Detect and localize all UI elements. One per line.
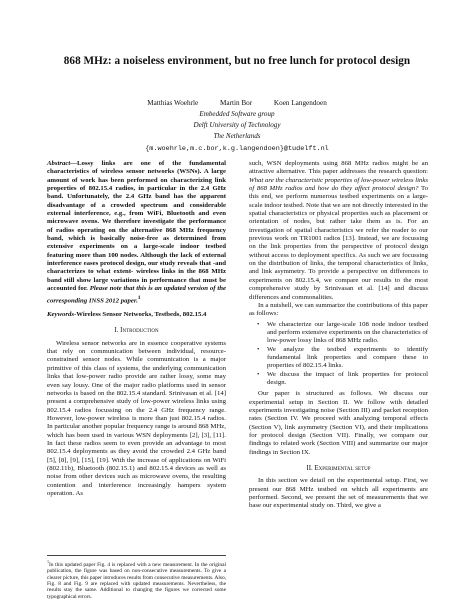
right-column — [249, 160, 428, 511]
abstract-label: Abstract — [47, 160, 71, 167]
footnote-text: In this updated paper Fig. 4 is replaced with a new measurement. In the original publication, the figure was based on non-consecutive measurements. To give a clearer picture, this paper introduces results from consecutive measurements. Also, Fig. 8 and Fig. 9 are replaced with updated measurements. Nevertheless, the results stay the same. Additional to changing the figures we corrected some typographical errors. — [47, 561, 226, 600]
affiliation-university: Delft University of Technology — [193, 121, 281, 129]
section-heading-introduction: I. Introduction — [114, 327, 159, 335]
author-list — [0, 99, 474, 107]
contribution-item: • We discuss the impact of link properties for protocol design. — [261, 371, 428, 388]
contribution-item: • We analyze the testbed experiments to identify fundamental link properties and compare these to properties of 802.15.4 links. — [261, 346, 428, 371]
contributions-intro: In a nutshell, we can summarize the contributions of this paper as follows: — [249, 301, 428, 318]
author-name: Matthias Woehrle — [147, 99, 199, 107]
abstract: Abstract—Lossy links are one of the fundamental characteristics of wireless sensor networks (WSNs). A large amount of work has been performed on characterizing link properties of 802.15.4 radios, in particular in the 2.4 GHz band. Unfortunately, the 2.4 GHz band has the apparent disadvantage of a crowded spectrum and considerable external interference, e.g., from WiFi, Bluetooth and even microwave ovens. We therefore investigate the performance of radios operating on the alternative 868 MHz frequency band, which is basically noise-free as determined from extensive experiments on a large-scale indoor testbed featuring more than 100 nodes. Although the lack of external interference eases protocol design, our study reveals that -and characterizes to what extent- wireless links in the 868 MHz band still show large variations in performance that must be accounted for. Please note that this is an updated version of the corresponding INSS 2012 paper.$^1$ — [47, 160, 226, 304]
paragraph-text: such, WSN deployments using 868 MHz radios might be an attractive alternative. This paper addresses the research question: — [249, 160, 428, 176]
affiliation-country: The Netherlands — [213, 132, 261, 140]
affiliation-group: Embedded Software group — [199, 110, 275, 118]
structure-paragraph: Our paper is structured as follows. We discuss our experimental setup in Section II. We follow with detailed experiments investigating noise (Section III) and packet reception rates (Section IV. We proceed with analyzing temporal effects (Section V), link asymmetry (Section VI), and their implications for protocol design (Section VII). Finally, we compare our findings to related work (Section VIII) and summarize our major findings in Section IX. — [249, 390, 428, 456]
abstract-update-note: Please note that this is an updated version of the corresponding INSS 2012 paper. — [47, 285, 226, 304]
setup-paragraph: In this section we detail on the experimental setup. First, we present our 868 MHz testbed on which all experiments are performed. Second, we present the set of measurements that we base our experimental study on. Third, we give a — [249, 477, 428, 510]
footnote: $^1$In this updated paper Fig. 4 is replaced with a new measurement. In the original publication, the figure was based on non-consecutive measurements. To give a clearer picture, this paper introduces results from consecutive measurements. Also, Fig. 8 and Fig. 9 are replaced with updated measurements. Nevertheless, the results stay the same. Additional to changing the figures we corrected some typographical errors. — [47, 555, 226, 600]
contribution-item: • We characterize our large-scale 108 node indoor testbed and perform extensive experiments on the characteristics of low-power lossy links of 868 MHz radio. — [261, 321, 428, 346]
section-heading-experimental-setup: II. Experimental setup — [306, 465, 371, 473]
author-name: Koen Langendoen — [273, 99, 327, 107]
paragraph-text: To this end, we perform numerous testbed experiments on a large-scale indoor testbed. Note that we are not directly interested in the spatial characteristics or physical properties such as placement or orientation of nodes, but rather take them as is. For an investigation of spatial characteristics we refer the reader to our previous work on TR1001 radios [13]. Instead, we are focussing on the link properties from the perspective of protocol design without access to deployment specifics. As such we are focussing on the distribution of links, the temporal characteristics of links, and link asymmetry. To provide a perspective on differences to experiments on 802.15.4, we compare our results to the most comprehensive study by Srinivasan et al. [14] and discuss differences and commonalities. — [249, 185, 428, 301]
keywords-label: Keywords — [47, 311, 74, 319]
left-column — [47, 160, 226, 498]
author-emails: {m.woehrle,m.c.bor,k.g.langendoen}@tudelft.nl — [145, 145, 329, 153]
keywords — [47, 311, 226, 319]
research-question-paragraph — [249, 160, 428, 302]
paper-title: 868 MHz: a noiseless environment, but no free lunch for protocol design — [63, 55, 411, 67]
abstract-text: —Lossy links are one of the fundamental characteristics of wireless sensor networks (WSNs). A large amount of work has been performed on characterizing link properties of 802.15.4 radios, in particular in the 2.4 GHz band. Unfortunately, the 2.4 GHz band has the apparent disadvantage of a crowded spectrum and considerable external interference, e.g., from WiFi, Bluetooth and even microwave ovens. We therefore investigate the performance of radios operating on the alternative 868 MHz frequency band, which is basically noise-free as determined from extensive experiments on a large-scale indoor testbed featuring more than 100 nodes. Although the lack of external interference eases protocol design, our study reveals that -and characterizes to what extent- wireless links in the 868 MHz band still show large variations in performance that must be accounted for. — [47, 160, 226, 293]
author-name: Martin Bor — [219, 99, 253, 107]
contribution-list — [249, 321, 428, 388]
keywords-text: -Wireless Sensor Networks, Testbeds, 802.15.4 — [74, 311, 207, 319]
intro-paragraph: Wireless sensor networks are in essence cooperative systems that rely on communication between individual, resource-constrained sensor nodes. While communication is a major primitive of this class of systems, the underlying communication links that low-power radio provide are rather lossy, some may even say lousy. One of the major radio platforms used in sensor networks is based on the 802.15.4 standard. Srinivasan et al. [14] present a comprehensive study of low-power wireless links using 802.15.4 radios focussing on the 2.4 GHz frequency range. However, low-power wireless is more than just 802.15.4 radios. In particular another popular frequency range is around 868 MHz, which has been used in various WSN deployments [2], [3], [11]. In fact these radios seem to even provide an advantage to most 802.15.4 deployments as they avoid the crowded 2.4 GHz band [5], [8], [9], [15], [19]. With the increase of applications on WiFi (802.11b), Bluetooth (802.15.1) and 802.15.4 devices as well as noise from other devices such as microwave ovens, the resulting contention and interference increasingly hampers system operation. As — [47, 339, 226, 497]
research-question: What are the characteristic properties of low-power wireless links of 868 MHz radios and how do they affect protocol design? — [249, 176, 428, 193]
